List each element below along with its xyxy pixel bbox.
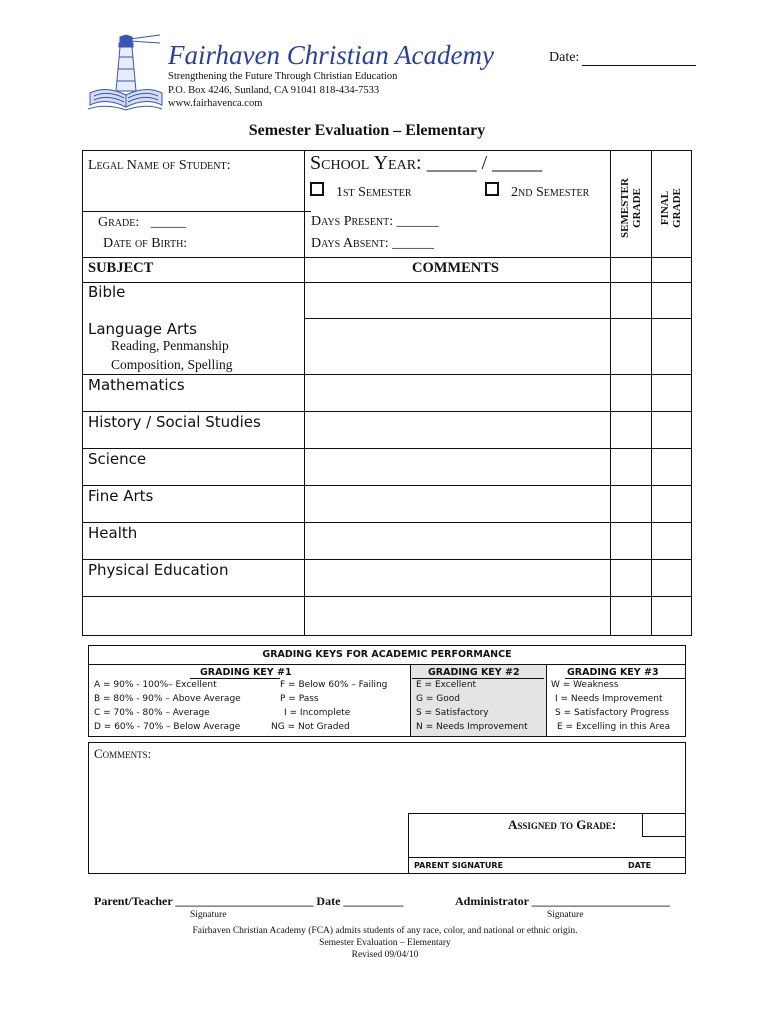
subject-mathematics: Mathematics <box>88 376 185 394</box>
key1-line: C = 70% - 80% – Average <box>94 708 210 718</box>
second-semester-checkbox[interactable] <box>485 182 499 196</box>
grading-key-2-title: GRADING KEY #2 <box>428 667 520 678</box>
subject-health: Health <box>88 524 138 542</box>
administrator-line[interactable]: Administrator _______________________ <box>455 894 670 908</box>
footer-form-name: Semester Evaluation – Elementary <box>319 938 451 948</box>
subject-history: History / Social Studies <box>88 413 261 431</box>
nondiscrimination-statement: Fairhaven Christian Academy (FCA) admits students of any race, color, and national or ethnic origin. <box>192 926 578 936</box>
grading-key-1-title: GRADING KEY #1 <box>200 667 292 678</box>
comments-box[interactable] <box>88 742 686 874</box>
footer-revised: Revised 09/04/10 <box>351 950 419 960</box>
grading-key-3-title: GRADING KEY #3 <box>567 667 659 678</box>
subject-header: SUBJECT <box>88 260 154 276</box>
second-semester-label: 2nd Semester <box>511 185 590 200</box>
first-semester-label: 1st Semester <box>336 185 412 200</box>
days-present-field[interactable]: ______ <box>396 214 439 229</box>
parent-signature-label: PARENT SIGNATURE <box>414 861 504 870</box>
subject-science: Science <box>88 450 147 468</box>
signature-caption-2: Signature <box>547 910 584 920</box>
school-name: Fairhaven Christian Academy <box>168 40 494 70</box>
language-arts-sub2: Composition, Spelling <box>111 357 233 372</box>
parent-teacher-line[interactable]: Parent/Teacher _______________________ Date __________ <box>94 894 404 908</box>
dob-label: Date of Birth: <box>103 236 188 251</box>
first-semester-checkbox[interactable] <box>310 182 324 196</box>
key3-line: E = Excelling in this Area <box>557 722 671 732</box>
subject-fine-arts: Fine Arts <box>88 487 154 505</box>
date-line[interactable] <box>582 65 696 66</box>
key2-line: E = Excellent <box>416 680 477 690</box>
subject-pe: Physical Education <box>88 561 229 579</box>
grading-keys-title: GRADING KEYS FOR ACADEMIC PERFORMANCE <box>262 649 512 660</box>
subject-bible: Bible <box>88 283 126 301</box>
days-present-label: Days Present: <box>311 214 394 229</box>
key1-line: NG = Not Graded <box>271 722 350 732</box>
tagline: Strengthening the Future Through Christian Education <box>168 71 398 82</box>
school-year-field[interactable]: _____ / _____ <box>426 152 543 174</box>
key1-line: D = 60% - 70% – Below Average <box>94 722 241 732</box>
days-absent-field[interactable]: ______ <box>392 236 435 251</box>
key2-line: S = Satisfactory <box>416 708 489 718</box>
date-label: Date: <box>549 50 580 65</box>
key3-line: I = Needs Improvement <box>555 694 663 704</box>
key2-line: N = Needs Improvement <box>416 722 528 732</box>
grade-field[interactable]: _____ <box>150 215 186 230</box>
key3-line: S = Satisfactory Progress <box>555 708 669 718</box>
legal-name-label: Legal Name of Student: <box>88 158 231 173</box>
key1-line: P = Pass <box>280 694 319 704</box>
key1-line: I = Incomplete <box>284 708 351 718</box>
key1-line: F = Below 60% – Failing <box>280 680 388 690</box>
assigned-grade-field[interactable] <box>642 813 686 837</box>
days-absent-label: Days Absent: <box>311 236 389 251</box>
signature-caption-1: Signature <box>190 910 227 920</box>
address: P.O. Box 4246, Sunland, CA 91041 818-434-7533 <box>168 85 380 96</box>
comments-label: Comments: <box>94 746 152 761</box>
comments-header: COMMENTS <box>412 260 499 276</box>
parent-date-label: DATE <box>628 861 652 870</box>
semester-grade-header: SEMESTER GRADE <box>619 178 643 238</box>
website: www.fairhavenca.com <box>168 98 263 107</box>
school-year-label: School Year: <box>310 152 422 174</box>
assigned-grade-label: Assigned to Grade: <box>508 817 617 832</box>
key1-line: B = 80% - 90% – Above Average <box>94 694 241 704</box>
key3-line: W = Weakness <box>551 680 619 690</box>
lighthouse-logo <box>86 33 164 111</box>
grade-label: Grade: <box>98 215 140 230</box>
language-arts-sub1: Reading, Penmanship <box>111 338 229 353</box>
key2-line: G = Good <box>416 694 460 704</box>
final-grade-header: FINAL GRADE <box>659 188 683 228</box>
document-title: Semester Evaluation – Elementary <box>248 122 486 139</box>
subject-language-arts: Language Arts <box>88 320 197 338</box>
key1-line: A = 90% - 100%– Excellent <box>94 680 217 690</box>
